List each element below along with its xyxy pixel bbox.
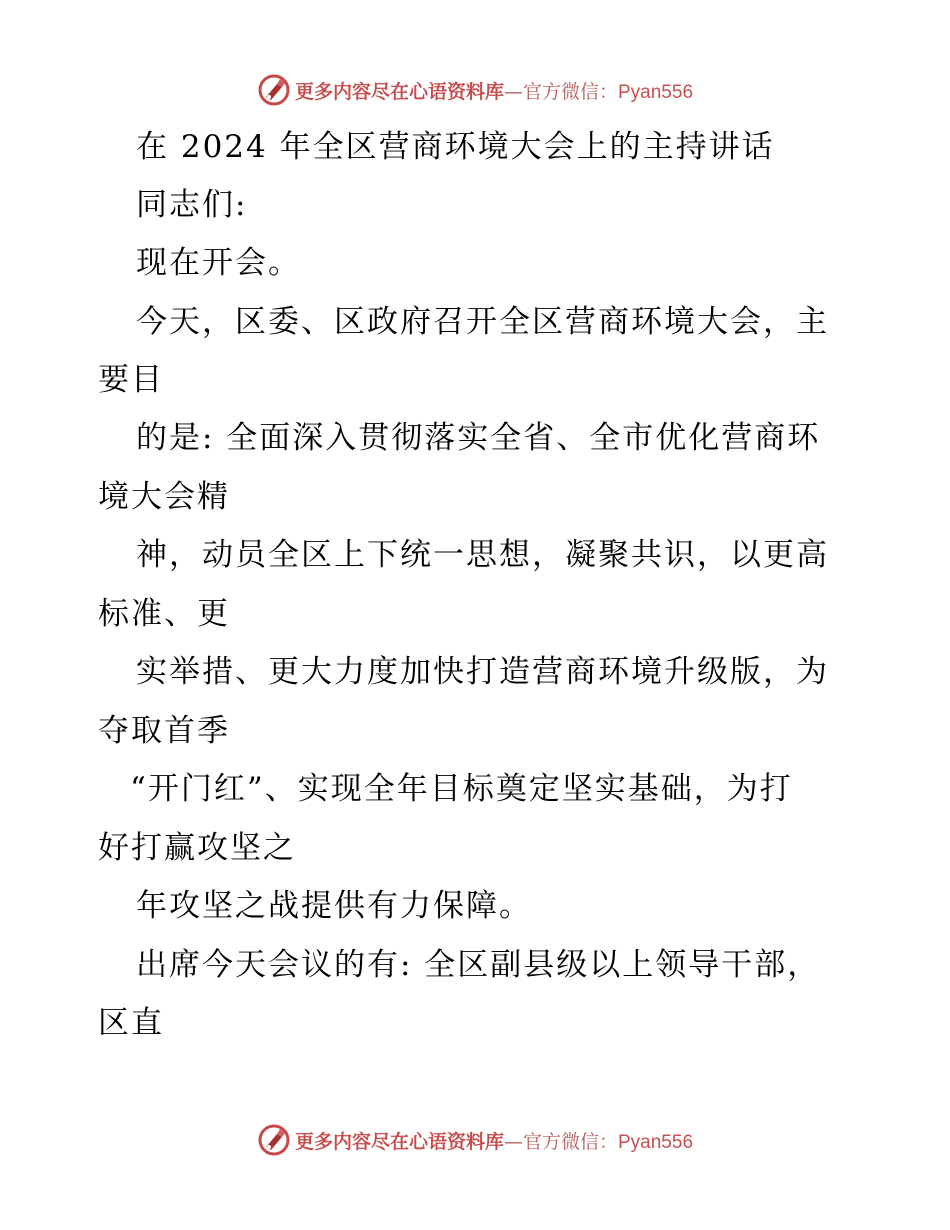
- watermark-text: [295, 1127, 693, 1154]
- watermark-dash: —: [503, 1130, 523, 1153]
- watermark-main-text: 更多内容尽在心语资料库: [294, 80, 504, 103]
- paragraph-line: 今天，区委、区政府召开全区营商环境大会，主: [136, 304, 829, 340]
- paragraph-line: 境大会精: [98, 479, 230, 515]
- paragraph-line: 好打赢攻坚之: [98, 830, 296, 866]
- paragraph-line: 区直: [98, 1005, 164, 1041]
- watermark-wechat-id: Pyan556: [618, 81, 694, 103]
- paragraph-line: 夺取首季: [98, 713, 230, 749]
- paragraph-line: 要目: [98, 362, 164, 398]
- pen-nib-logo-icon: [257, 73, 291, 107]
- footer-watermark: [0, 1120, 950, 1160]
- paragraph-line: “开门红”、实现全年目标奠定坚实基础，为打: [130, 771, 793, 807]
- watermark-dash: —: [503, 80, 523, 103]
- watermark-main-text: 更多内容尽在心语资料库: [294, 1130, 504, 1153]
- salutation: 同志们:: [136, 187, 248, 223]
- paragraph-line: 神，动员全区上下统一思想，凝聚共识，以更高: [136, 537, 829, 573]
- paragraph-line: 出席今天会议的有: 全区副县级以上领导干部，: [136, 947, 821, 983]
- watermark-official-label: 官方微信：: [522, 80, 618, 103]
- document-title: 在 2024 年全区营商环境大会上的主持讲话: [136, 129, 775, 165]
- watermark-official-label: 官方微信：: [522, 1130, 618, 1153]
- paragraph-line: 现在开会。: [136, 245, 301, 281]
- header-watermark: [0, 70, 950, 110]
- watermark-wechat-id: Pyan556: [618, 1131, 694, 1153]
- paragraph-line: 标准、更: [98, 596, 230, 632]
- paragraph-line: 实举措、更大力度加快打造营商环境升级版，为: [136, 654, 829, 690]
- paragraph-line: 年攻坚之战提供有力保障。: [136, 888, 532, 924]
- pen-nib-logo-icon: [257, 1123, 291, 1157]
- watermark-text: [295, 77, 693, 104]
- paragraph-line: 的是: 全面深入贯彻落实全省、全市优化营商环: [136, 420, 821, 456]
